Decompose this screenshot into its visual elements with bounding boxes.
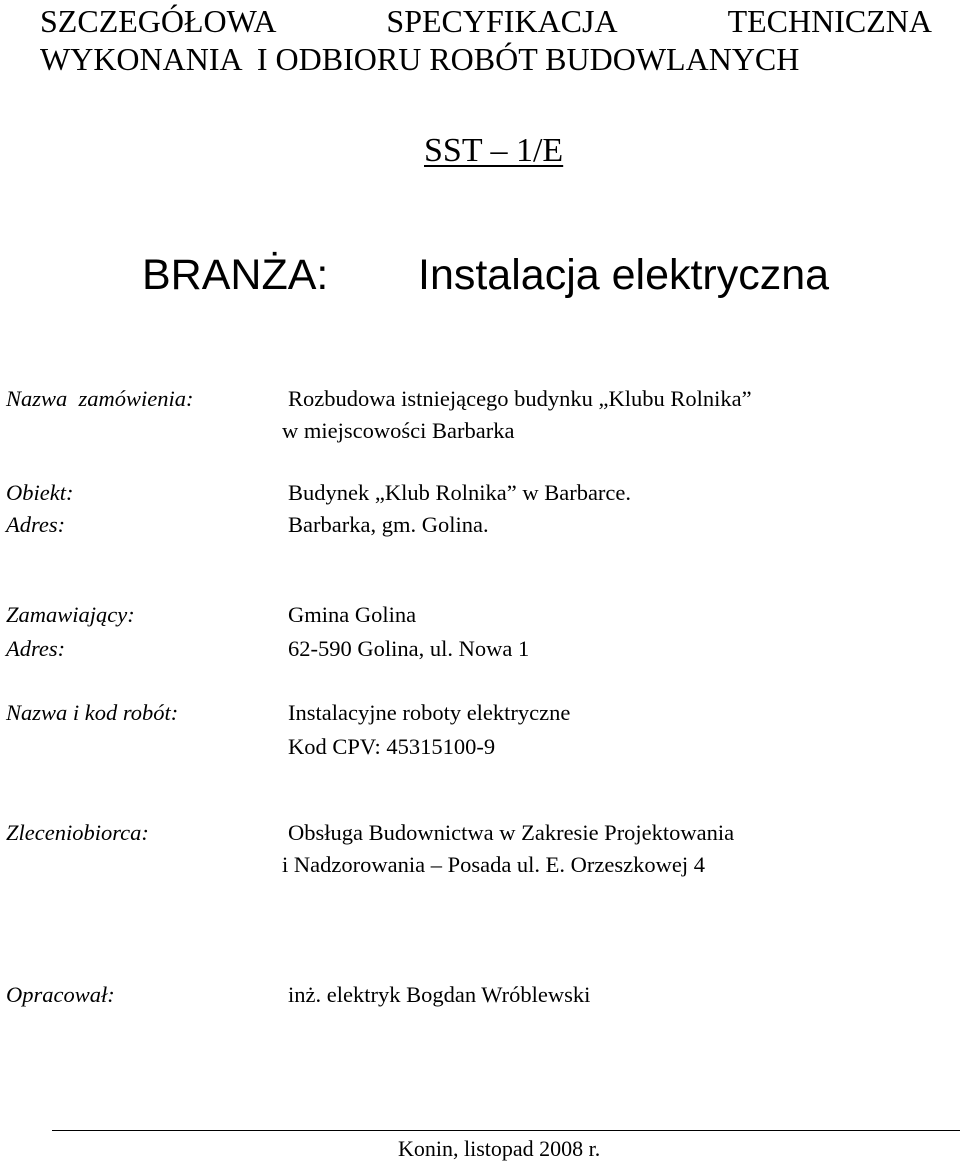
works-line-1: Instalacyjne roboty elektryczne [288, 700, 571, 725]
object-value: Budynek „Klub Rolnika” w Barbarce. [288, 480, 632, 505]
title-line-2: WYKONANIA I ODBIORU ROBÓT BUDOWLANYCH [40, 41, 800, 77]
title-word-1: SZCZEGÓŁOWA [40, 3, 277, 39]
footer-divider [52, 1130, 960, 1131]
place-and-date: Konin, listopad 2008 r. [398, 1136, 601, 1161]
title-word-3: TECHNICZNA [727, 3, 932, 39]
order-name-line-2: w miejscowości Barbarka [282, 418, 515, 443]
spec-code: SST – 1/E [424, 132, 564, 169]
works-cpv-code: Kod CPV: 45315100-9 [288, 734, 496, 759]
object-address-value: Barbarka, gm. Golina. [288, 512, 489, 537]
client-label: Zamawiający: [6, 602, 135, 627]
title-word-2: SPECYFIKACJA [386, 3, 618, 39]
client-address-label: Adres: [6, 636, 66, 661]
order-name-line-1: Rozbudowa istniejącego budynku „Klubu Rolnika” [288, 386, 752, 411]
client-value: Gmina Golina [288, 602, 417, 627]
contractor-line-2: i Nadzorowania – Posada ul. E. Orzeszkowej 4 [282, 852, 705, 877]
author-label: Opracował: [6, 982, 115, 1007]
order-name-label: Nazwa zamówienia: [6, 386, 194, 411]
contractor-line-1: Obsługa Budownictwa w Zakresie Projektowania [288, 820, 735, 845]
works-label: Nazwa i kod robót: [6, 700, 179, 725]
contractor-label: Zleceniobiorca: [6, 820, 149, 845]
object-label: Obiekt: [6, 480, 74, 505]
author-value: inż. elektryk Bogdan Wróblewski [288, 982, 591, 1007]
title-line-1 [0, 2, 960, 40]
branza-value: Instalacja elektryczna [418, 251, 830, 299]
object-address-label: Adres: [6, 512, 66, 537]
client-address-value: 62-590 Golina, ul. Nowa 1 [288, 636, 530, 661]
branza-label: BRANŻA: [142, 251, 329, 299]
document-title [0, 2, 960, 78]
